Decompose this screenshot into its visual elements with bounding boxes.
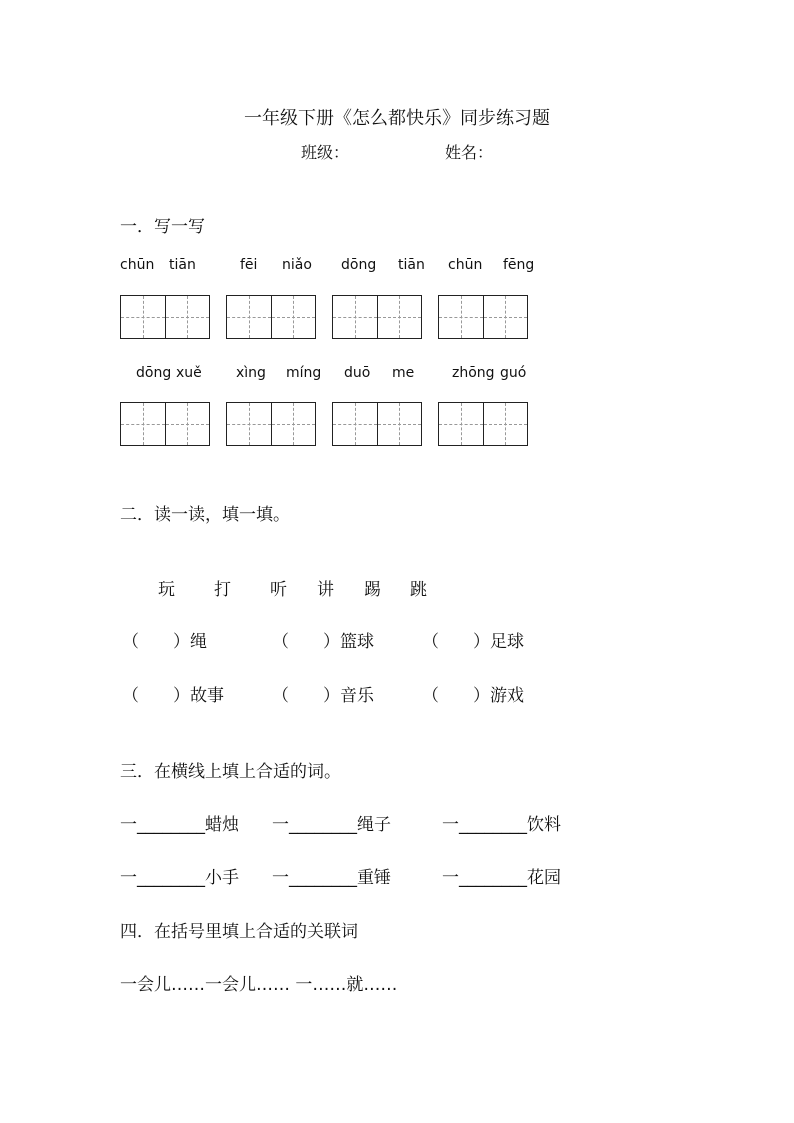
pinyin: duō [344,365,371,381]
blank-line-item: 一________饮料 [442,815,561,835]
section3-heading: 三．在横线上填上合适的词。 [120,762,341,782]
pinyin: niǎo [282,257,312,273]
word-bank-item: 听 [270,580,287,600]
pinyin: dōng [136,365,172,381]
blank-line-item: 一________花园 [442,868,561,888]
pinyin: fēng [503,257,535,273]
writing-grid[interactable] [120,402,210,446]
fill-blank-item: （ ）篮球 [272,632,374,652]
writing-grid[interactable] [226,402,316,446]
section4-heading: 四．在括号里填上合适的关联词 [120,922,358,942]
fill-blank-item: （ ）绳 [122,632,207,652]
pinyin: xìng [236,365,266,381]
pinyin: chūn [120,257,155,273]
fill-blank-item: （ ）游戏 [422,686,524,706]
blank-line-item: 一________小手 [120,868,239,888]
pinyin: xuě [176,365,202,381]
blank-line-item: 一________蜡烛 [120,815,239,835]
fill-blank-item: （ ）足球 [422,632,524,652]
pinyin: tiān [169,257,196,273]
conjunction-line: 一会儿……一会儿…… 一……就…… [120,975,398,995]
word-bank-item: 打 [214,580,231,600]
section2-heading: 二．读一读，填一填。 [120,505,290,525]
writing-grid[interactable] [438,402,528,446]
word-bank-item: 讲 [317,580,334,600]
writing-grid[interactable] [226,295,316,339]
class-label: 班级： [301,143,350,162]
fill-blank-item: （ ）音乐 [272,686,374,706]
page-title: 一年级下册《怎么都快乐》同步练习题 [244,108,550,129]
pinyin: míng [286,365,322,381]
word-bank-item: 玩 [158,580,175,600]
pinyin: chūn [448,257,483,273]
word-bank-item: 跳 [410,580,427,600]
pinyin: zhōng [452,365,495,381]
pinyin: tiān [398,257,425,273]
pinyin: me [392,365,415,381]
blank-line-item: 一________绳子 [272,815,391,835]
writing-grid[interactable] [120,295,210,339]
blank-line-item: 一________重锤 [272,868,391,888]
writing-grid[interactable] [438,295,528,339]
pinyin: fēi [240,257,258,273]
pinyin: guó [500,365,527,381]
section1-heading: 一．写一写 [120,217,205,237]
writing-grid[interactable] [332,402,422,446]
fill-blank-item: （ ）故事 [122,686,224,706]
writing-grid[interactable] [332,295,422,339]
name-label: 姓名： [445,143,494,162]
pinyin: dōng [341,257,377,273]
word-bank-item: 踢 [364,580,381,600]
